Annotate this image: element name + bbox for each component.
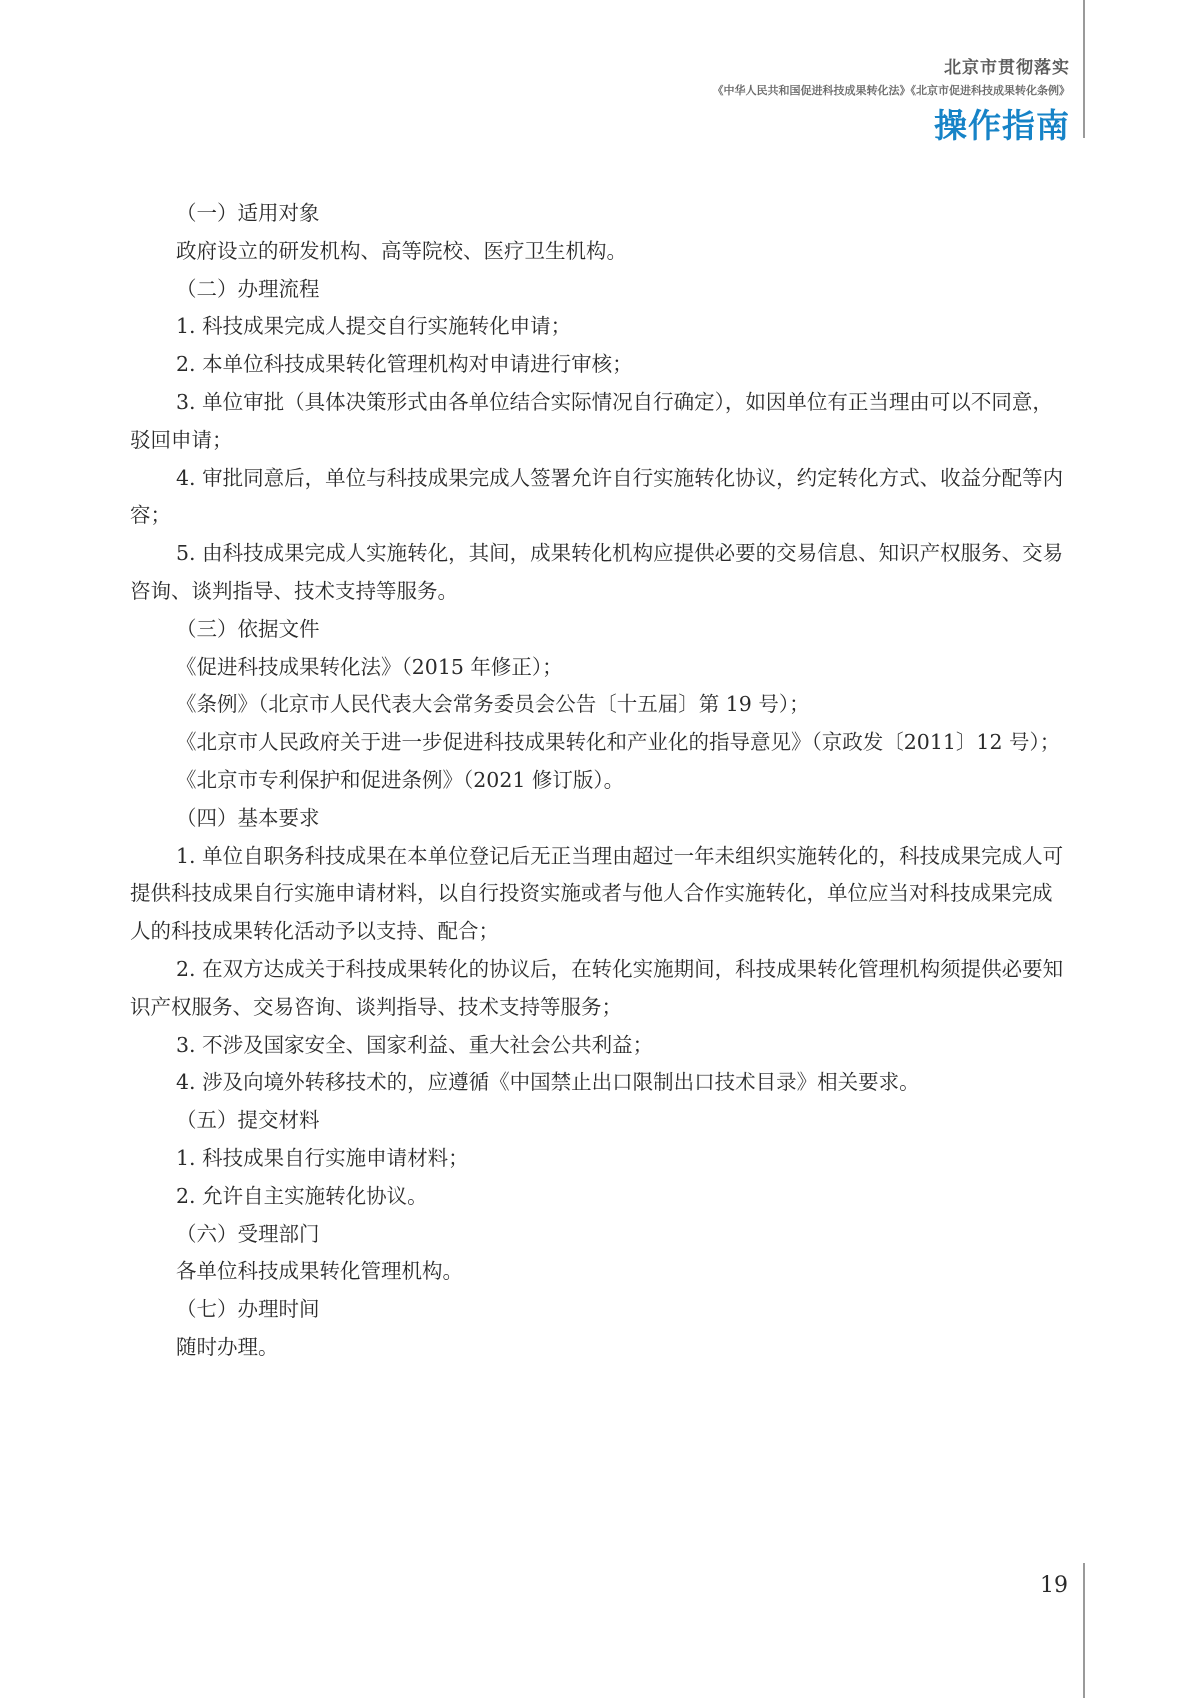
reference-item: 《条例》（北京市人民代表大会常务委员会公告〔十五届〕第 19 号）； <box>176 692 810 717</box>
list-item: 3. 不涉及国家安全、国家利益、重大社会公共利益； <box>176 1032 654 1057</box>
list-item: 1. 科技成果完成人提交自行实施转化申请； <box>176 314 572 339</box>
section-heading: （六）受理部门 <box>176 1221 320 1246</box>
running-header-guide: 操作指南 <box>934 106 1070 145</box>
section-heading: （二）办理流程 <box>176 276 320 301</box>
list-item: 4. 涉及向境外转移技术的，应遵循《中国禁止出口限制出口技术目录》相关要求。 <box>176 1070 920 1095</box>
list-item: 4. 审批同意后，单位与科技成果完成人签署允许自行实施转化协议，约定转化方式、收益分配等内容； <box>130 465 1064 528</box>
list-item: 2. 本单位科技成果转化管理机构对申请进行审核； <box>176 352 633 377</box>
paragraph: 政府设立的研发机构、高等院校、医疗卫生机构。 <box>176 238 627 263</box>
section-heading: （五）提交材料 <box>176 1108 320 1133</box>
running-header-subtitle: 《中华人民共和国促进科技成果转化法》《北京市促进科技成果转化条例》 <box>712 84 1070 97</box>
section-heading: （七）办理时间 <box>176 1297 320 1322</box>
page-body <box>130 195 1070 1367</box>
margin-rule-bottom <box>1083 1563 1085 1698</box>
reference-item: 《北京市人民政府关于进一步促进科技成果转化和产业化的指导意见》（京政发〔2011〕12 号）； <box>176 730 1061 755</box>
running-header-title: 北京市贯彻落实 <box>944 58 1070 78</box>
section-heading: （一）适用对象 <box>176 201 320 225</box>
reference-item: 《促进科技成果转化法》（2015 年修正）； <box>176 654 563 679</box>
page-number: 19 <box>1040 1573 1068 1598</box>
list-item: 2. 允许自主实施转化协议。 <box>176 1183 428 1208</box>
list-item: 2. 在双方达成关于科技成果转化的协议后，在转化实施期间，科技成果转化管理机构须提供必要知识产权服务、交易咨询、谈判指导、技术支持等服务； <box>130 956 1064 1019</box>
section-heading: （三）依据文件 <box>176 616 320 641</box>
section-heading: （四）基本要求 <box>176 805 320 830</box>
list-item: 3. 单位审批（具体决策形式由各单位结合实际情况自行确定），如因单位有正当理由可以不同意，驳回申请； <box>130 389 1053 452</box>
paragraph: 各单位科技成果转化管理机构。 <box>176 1259 463 1284</box>
list-item: 1. 单位自职务科技成果在本单位登记后无正当理由超过一年未组织实施转化的，科技成果完成人可提供科技成果自行实施申请材料，以自行投资实施或者与他人合作实施转化，单位应当对科技成果完成人的科技成果转化活动予以支持、配合； <box>130 843 1064 944</box>
reference-item: 《北京市专利保护和促进条例》（2021 修订版）。 <box>176 767 625 792</box>
paragraph: 随时办理。 <box>176 1334 279 1359</box>
margin-rule-top <box>1083 0 1085 138</box>
list-item: 5. 由科技成果完成人实施转化，其间，成果转化机构应提供必要的交易信息、知识产权服务、交易咨询、谈判指导、技术支持等服务。 <box>130 541 1064 603</box>
list-item: 1. 科技成果自行实施申请材料； <box>176 1145 469 1170</box>
